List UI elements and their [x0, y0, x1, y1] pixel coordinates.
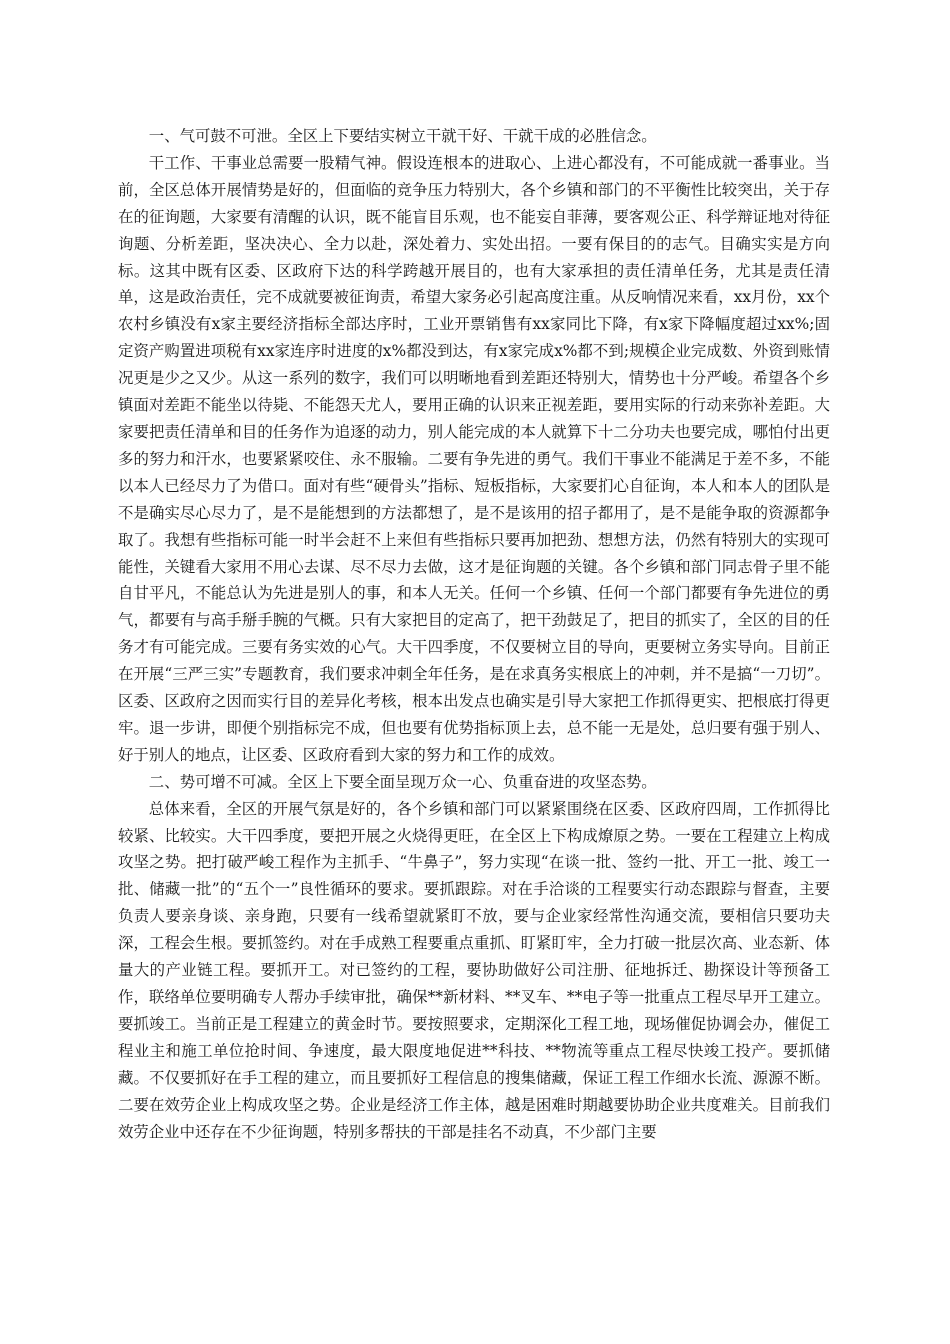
paragraph-1: 干工作、干事业总需要一股精气神。假设连根本的进取心、上进心都没有，不可能成就一番事业。当前，全区总体开展情势是好的，但面临的竞争压力特别大，各个乡镇和部门的不平衡性比较突出，关于存在的征询题，大家要有清醒的认识，既不能盲目乐观，也不能妄自菲薄，要客观公正、科学辩证地对待征询题、分析差距，坚决决心、全力以赴，深处着力、实处出招。一要有保目的的志气。目确实实是方向标。这其中既有区委、区政府下达的科学跨越开展目的，也有大家承担的责任清单任务，尤其是责任清单，这是政治责任，完不成就要被征询责，希望大家务必引起高度注重。从反响情况来看，xx月份，xx个农村乡镇没有x家主要经济指标全部达序时，工业开票销售有xx家同比下降，有x家下降幅度超过xx%;固定资产购置进项税有xx家连序时进度的x%都没到达，有x家完成x%都不到;规模企业完成数、外资到账情况更是少之又少。从这一系列的数字，我们可以明晰地看到差距还特别大，情势也十分严峻。希望各个乡镇面对差距不能坐以待毙、不能怨天尤人，要用正确的认识来正视差距，要用实际的行动来弥补差距。大家要把责任清单和目的任务作为追逐的动力，别人能完成的本人就算下十二分功夫也要完成，哪怕付出更多的努力和汗水，也要紧紧咬住、永不服输。二要有争先进的勇气。我们干事业不能满足于差不多，不能以本人已经尽力了为借口。面对有些“硬骨头”指标、短板指标，大家要扪心自征询，本人和本人的团队是不是确实尽心尽力了，是不是能想到的方法都想了，是不是该用的招子都用了，是不是能争取的资源都争取了。我想有些指标可能一时半会赶不上来但有些指标只要再加把劲、想想方法，仍然有特别大的实现可能性，关键看大家用不用心去谋、尽不尽力去做，这才是征询题的关键。各个乡镇和部门同志骨子里不能自甘平凡，不能总认为先进是别人的事，和本人无关。任何一个乡镇、任何一个部门都要有争先进位的勇气，都要有与高手掰手腕的气概。只有大家把目的定高了，把干劲鼓足了，把目的抓实了，全区的目的任务才有可能完成。三要有务实效的心气。大干四季度，不仅要树立目的导向，更要树立务实导向。目前正在开展“三严三实”专题教育，我们要求冲刺全年任务，是在求真务实根底上的冲刺，并不是搞“一刀切”。区委、区政府之因而实行目的差异化考核，根本出发点也确实是引导大家把工作抓得更实、把根底打得更牢。退一步讲，即便个别指标完不成，但也要有优势指标顶上去，总不能一无是处，总归要有强于别人、好于别人的地点，让区委、区政府看到大家的努力和工作的成效。 [118, 153, 830, 764]
document-body [118, 123, 830, 1145]
paragraph-2: 总体来看，全区的开展气氛是好的，各个乡镇和部门可以紧紧围绕在区委、区政府四周，工作抓得比较紧、比较实。大干四季度，要把开展之火烧得更旺，在全区上下构成燎原之势。一要在工程建立上构成攻坚之势。把打破严峻工程作为主抓手、“牛鼻子”，努力实现“在谈一批、签约一批、开工一批、竣工一批、储藏一批”的“五个一”良性循环的要求。要抓跟踪。对在手洽谈的工程要实行动态跟踪与督查，主要负责人要亲身谈、亲身跑，只要有一线希望就紧盯不放，要与企业家经常性沟通交流，要相信只要功夫深，工程会生根。要抓签约。对在手成熟工程要重点重抓、盯紧盯牢，全力打破一批层次高、业态新、体量大的产业链工程。要抓开工。对已签约的工程，要协助做好公司注册、征地拆迁、勘探设计等预备工作，联络单位要明确专人帮办手续审批，确保**新材料、**叉车、**电子等一批重点工程尽早开工建立。要抓竣工。当前正是工程建立的黄金时节。要按照要求，定期深化工程工地，现场催促协调会办，催促工程业主和施工单位抢时间、争速度，最大限度地促进**科技、**物流等重点工程尽快竣工投产。要抓储藏。不仅要抓好在手工程的建立，而且要抓好工程信息的搜集储藏，保证工程工作细水长流、源源不断。二要在效劳企业上构成攻坚之势。企业是经济工作主体，越是困难时期越要协助企业共度难关。目前我们效劳企业中还存在不少征询题，特别多帮扶的干部是挂名不动真，不少部门主要 [118, 799, 830, 1141]
section-heading-1: 一、气可鼓不可泄。全区上下要结实树立干就干好、干就干成的必胜信念。 [148, 127, 657, 145]
section-heading-2: 二、势可增不可减。全区上下要全面呈现万众一心、负重奋进的攻坚态势。 [148, 772, 657, 791]
